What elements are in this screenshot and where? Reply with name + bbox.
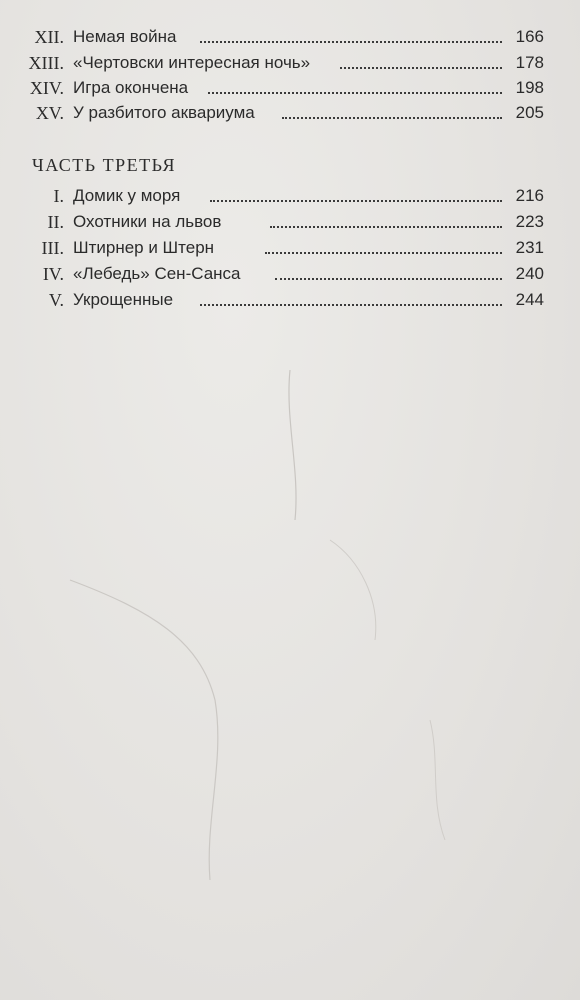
toc-entry [0,287,580,313]
page-number: 166 [515,27,544,46]
chapter-numeral: IV. [42,264,64,284]
chapter-title: Немая война [73,27,177,46]
chapter-numeral: XIII. [28,53,64,73]
dot-leader [208,92,502,94]
chapter-title: Игра окончена [73,78,189,97]
chapter-title: У разбитого аквариума [73,103,255,122]
toc-entry [0,183,580,209]
dot-leader [200,304,502,306]
chapter-numeral: II. [47,212,64,232]
toc-entry [0,100,580,126]
chapter-numeral: I. [53,186,64,206]
chapter-title: «Чертовски интересная ночь» [73,53,311,72]
dot-leader [340,67,502,69]
dot-leader [200,41,502,43]
page-number: 223 [515,212,544,231]
toc-entry [0,50,580,76]
chapter-numeral: III. [41,238,64,258]
chapter-numeral: XIV. [29,78,64,98]
chapter-title: Охотники на львов [73,212,222,231]
dot-leader [265,252,502,254]
page-number: 216 [515,186,544,205]
chapter-numeral: V. [48,290,64,310]
page-number: 244 [515,290,544,309]
dot-leader [210,200,502,202]
chapter-title: «Лебедь» Сен-Санса [73,264,241,283]
dot-leader [275,278,502,280]
part-heading: ЧАСТЬ ТРЕТЬЯ [32,155,177,175]
chapter-title: Штирнер и Штерн [73,238,215,257]
dot-leader [270,226,502,228]
dot-leader [282,117,502,119]
page-number: 205 [515,103,544,122]
page-number: 231 [515,238,544,257]
page-number: 198 [515,78,544,97]
page-number: 240 [515,264,544,283]
page-number: 178 [515,53,544,72]
toc-entry [0,75,580,101]
chapter-numeral: XV. [35,103,64,123]
toc-entry [0,209,580,235]
chapter-title: Укрощенные [73,290,174,309]
toc-entry [0,235,580,261]
toc-entry [0,24,580,50]
chapter-title: Домик у моря [73,186,181,205]
chapter-numeral: XII. [34,27,64,47]
toc-entry [0,261,580,287]
